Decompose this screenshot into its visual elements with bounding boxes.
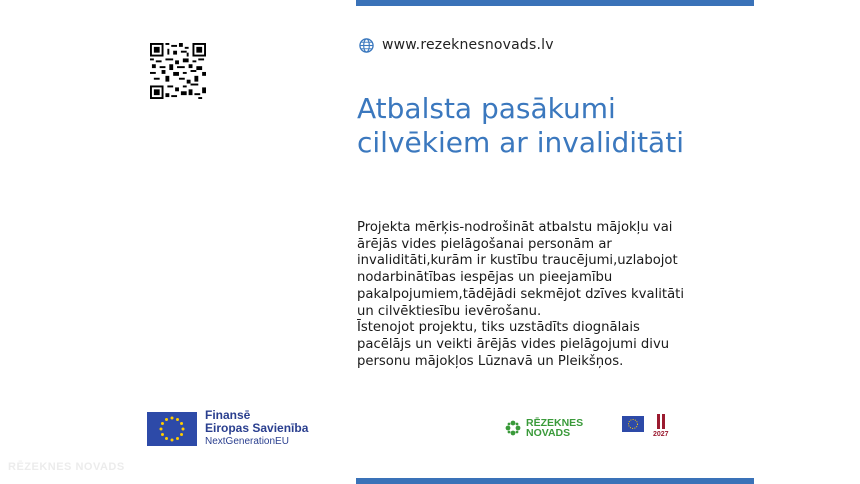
municipality-emblem-icon [504, 419, 522, 437]
eu-star [160, 427, 163, 430]
municipality-name-1: RĒZEKNES [526, 417, 584, 429]
small-eu-flag-icon [622, 416, 644, 432]
eu-program-label: NextGenerationEU [205, 436, 289, 447]
page-title [357, 92, 747, 160]
website-url[interactable]: www.rezeknesnovads.lv [382, 37, 554, 53]
eu-funding-logo [147, 409, 308, 448]
municipality-logo [504, 418, 583, 438]
municipality-name-2: NOVADS [526, 427, 571, 439]
body-line: ārējās vides pielāgošanai personām ar [357, 236, 612, 252]
body-line: invaliditāti,kurām ir kustību traucējumi,uzlabojot [357, 253, 678, 269]
eu-flag-icon [147, 412, 197, 446]
bottom-accent-bar [356, 478, 754, 484]
eu-name-label: Eiropas Savienība [205, 421, 309, 435]
eu-star [161, 422, 164, 425]
emblem-year: 2027 [653, 431, 669, 438]
eu-star [171, 438, 174, 441]
body-line: pacēlājs un veikti ārējās vides pielāgojumi divu [357, 336, 670, 352]
eu-star [171, 416, 174, 419]
body-line: pakalpojumiem,tādējādi sekmējot dzīves kvalitāti [357, 286, 684, 302]
eu-star [180, 422, 183, 425]
website-link[interactable] [359, 36, 554, 54]
title-line: cilvēkiem ar invaliditāti [357, 126, 684, 159]
body-line: Īstenojot projektu, tiks uzstādīts diognālais [357, 320, 640, 336]
body-line: Projekta mērķis-nodrošināt atbalstu mājokļu vai [357, 220, 673, 235]
title-line: Atbalsta pasākumi [357, 92, 616, 125]
eu-funded-label: Finansē [205, 408, 251, 422]
eu-star [165, 437, 168, 440]
eu-star [161, 433, 164, 436]
top-accent-bar [356, 0, 754, 6]
eu-star [176, 437, 179, 440]
globe-icon [359, 38, 374, 53]
body-line: un cilvēktiesību ievērošanu. [357, 303, 542, 319]
body-line: personu mājokļos Lūznavā un Pleikšņos. [357, 353, 624, 369]
body-line: nodarbinātības iespējas un pieejamību [357, 270, 613, 286]
eu-star [176, 417, 179, 420]
eu-star [182, 427, 185, 430]
project-description [357, 220, 752, 370]
watermark: RĒZEKNES NOVADS [8, 461, 125, 473]
qr-code[interactable] [150, 43, 206, 99]
eu-star [165, 417, 168, 420]
eu-star [180, 433, 183, 436]
